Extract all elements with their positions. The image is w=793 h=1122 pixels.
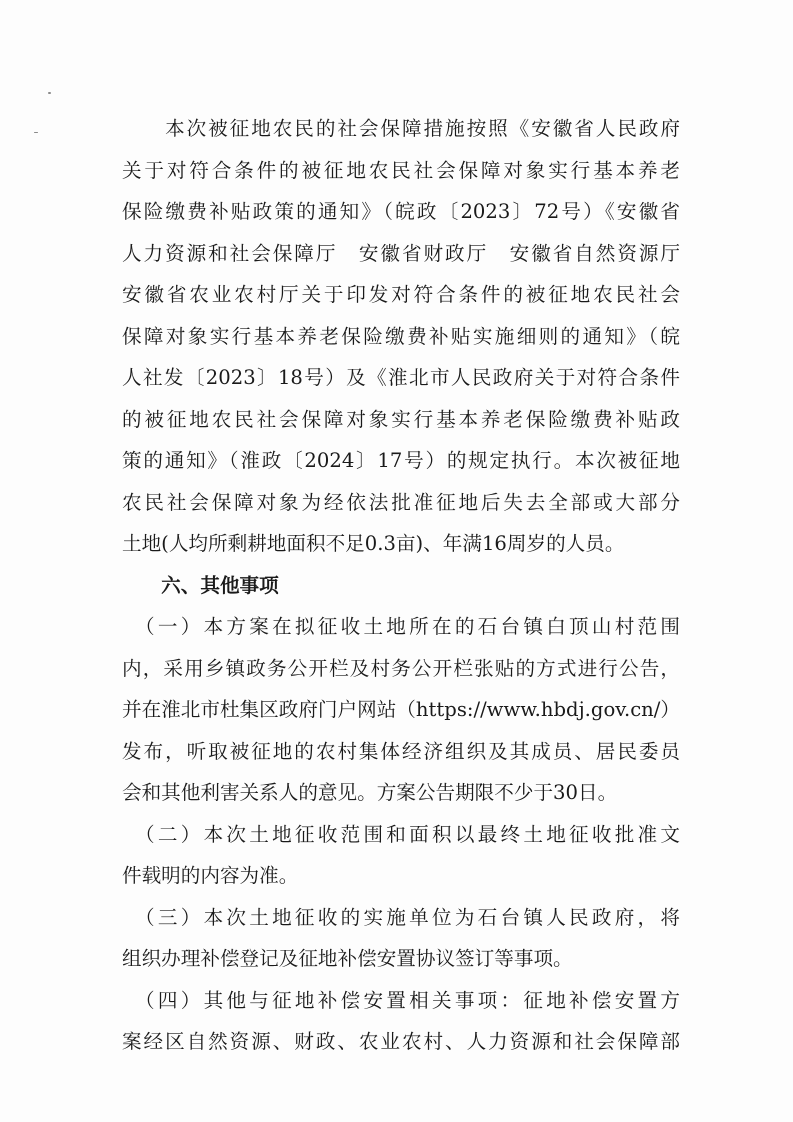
scan-speck: [48, 92, 51, 94]
paragraph-line: 会和其他利害关系人的意见。方案公告期限不少于30日。: [122, 781, 618, 804]
paragraph-line: 组织办理补偿登记及征地补偿安置协议签订等事项。: [122, 947, 573, 970]
paragraph-line: 保险缴费补贴政策的通知》（皖政〔2023〕72号）《安徽省: [122, 200, 680, 223]
paragraph-line: 策的通知》（淮政〔2024〕17号）的规定执行。本次被征地: [122, 449, 680, 472]
paragraph-line: 人力资源和社会保障厅 安徽省财政厅 安徽省自然资源厅: [122, 242, 680, 265]
paragraph-line: 土地(人均所剩耕地面积不足0.3亩)、年满16周岁的人员。: [122, 532, 625, 555]
paragraph-line: 关于对符合条件的被征地农民社会保障对象实行基本养老: [122, 159, 680, 182]
paragraph-line: 发布，听取被征地的农村集体经济组织及其成员、居民委员: [122, 740, 680, 763]
scan-speck: [34, 132, 38, 133]
section-heading: 六、其他事项: [122, 574, 279, 597]
paragraph-line: 农民社会保障对象为经依法批准征地后失去全部或大部分: [122, 491, 680, 514]
paragraph-line: 本次被征地农民的社会保障措施按照《安徽省人民政府: [122, 117, 680, 140]
paragraph-line: 保障对象实行基本养老保险缴费补贴实施细则的通知》（皖: [122, 325, 680, 348]
paragraph-line: 内，采用乡镇政务公开栏及村务公开栏张贴的方式进行公告，: [122, 657, 680, 680]
paragraph-line: （二）本次土地征收范围和面积以最终土地征收批准文: [122, 823, 680, 846]
paragraph-line: 安徽省农业农村厅关于印发对符合条件的被征地农民社会: [122, 283, 680, 306]
paragraph-line: 人社发〔2023〕18号）及《淮北市人民政府关于对符合条件: [122, 366, 680, 389]
paragraph-line: 并在淮北市杜集区政府门户网站（https://www.hbdj.gov.cn/）: [122, 698, 680, 721]
paragraph-line: （一）本方案在拟征收土地所在的石台镇白顶山村范围: [122, 615, 680, 638]
paragraph-line: 案经区自然资源、财政、农业农村、人力资源和社会保障部: [122, 1030, 680, 1053]
paragraph-line: （四）其他与征地补偿安置相关事项：征地补偿安置方: [122, 989, 680, 1012]
paragraph-line: （三）本次土地征收的实施单位为石台镇人民政府，将: [122, 906, 680, 929]
paragraph-line: 件载明的内容为准。: [122, 864, 299, 887]
paragraph-line: 的被征地农民社会保障对象实行基本养老保险缴费补贴政: [122, 408, 680, 431]
